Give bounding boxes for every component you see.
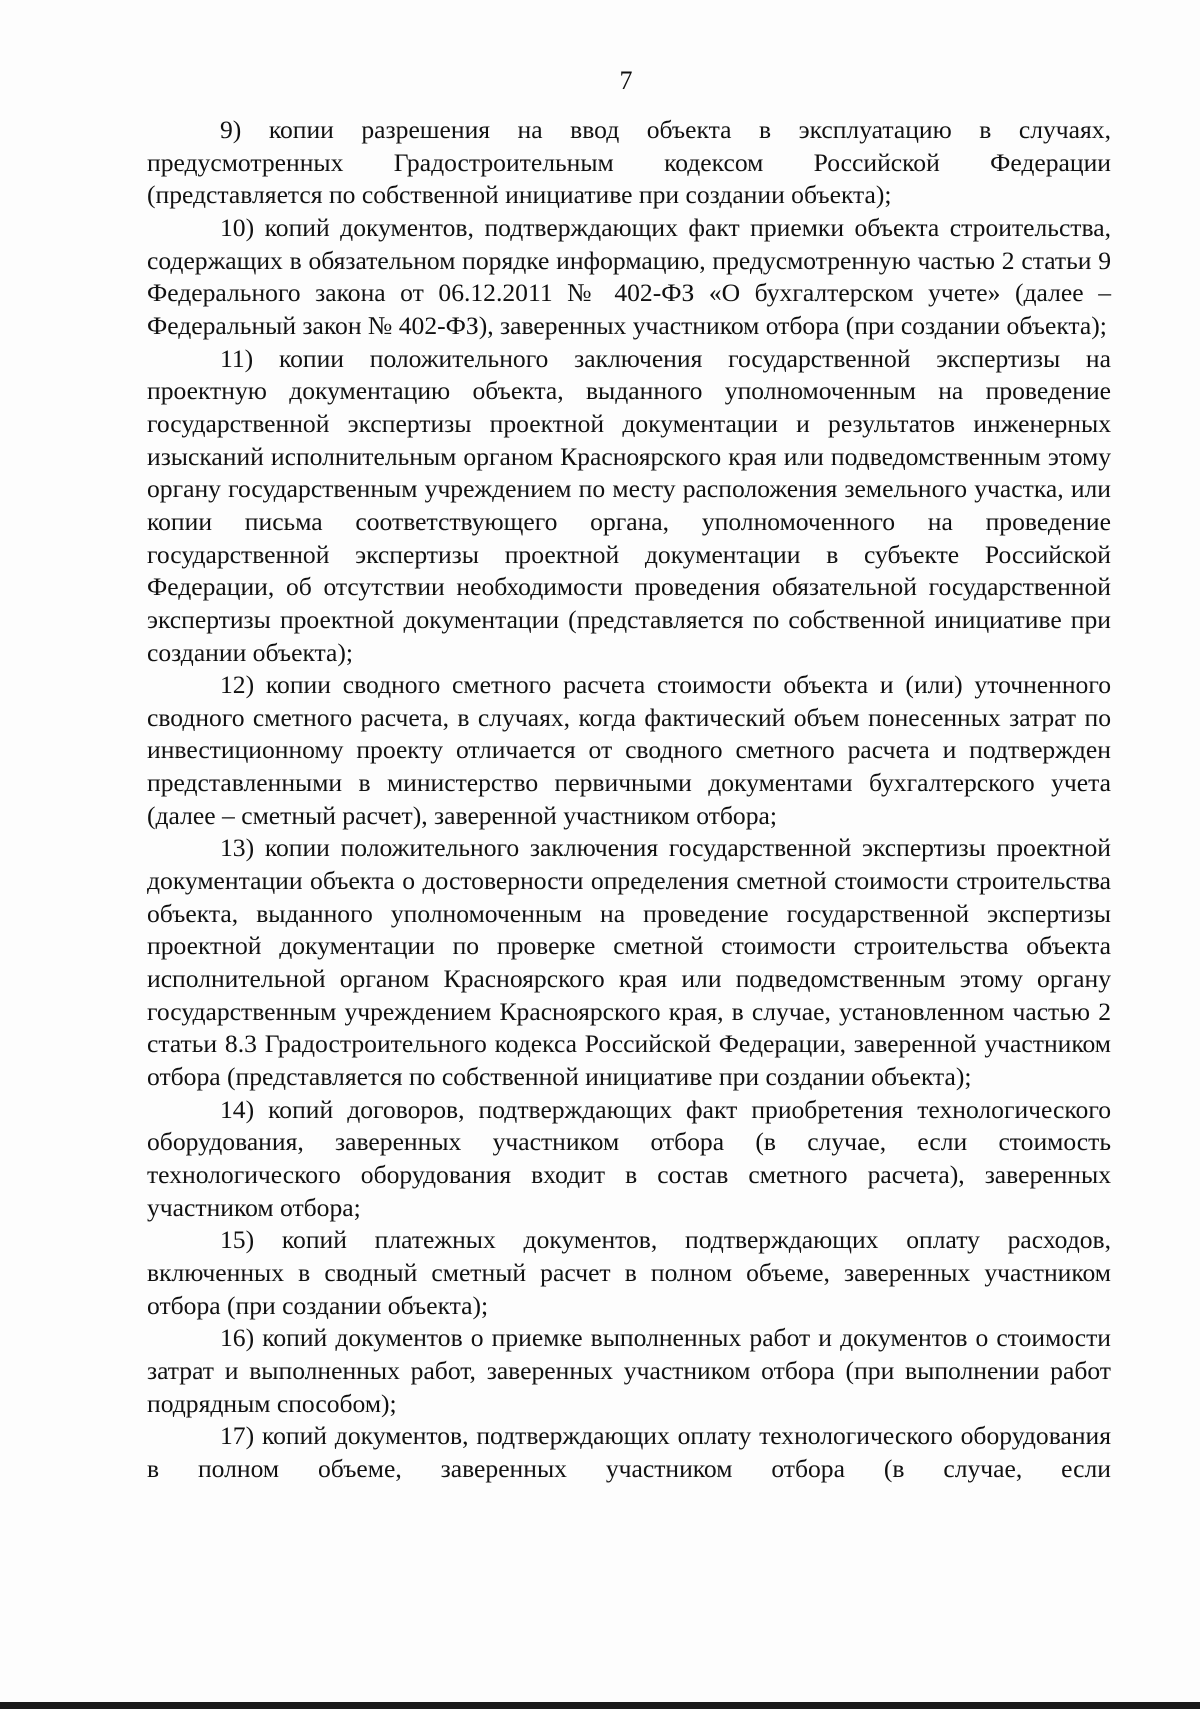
document-body	[147, 114, 1111, 1486]
list-item-10: 10) копий документов, подтверждающих факт приемки объекта строительства, содержащих в обязательном порядке информацию, предусмотренную частью 2 статьи 9 Федерального закона от 06.12.2011 № 402-ФЗ «О бухгалтерском учете» (далее – Федеральный закон № 402-ФЗ), заверенных участником отбора (при создании объекта);	[147, 212, 1111, 340]
list-item-15: 15) копий платежных документов, подтверждающих оплату расходов, включенных в сводный сметный расчет в полном объеме, заверенных участником отбора (при создании объекта);	[147, 1225, 1111, 1320]
list-item-14: 14) копий договоров, подтверждающих факт приобретения технологического оборудования, заверенных участником отбора (в случае, если стоимость технологического оборудования входит в состав сметного расчета), заверенных участником отбора;	[147, 1094, 1111, 1222]
list-item-9: 9) копии разрешения на ввод объекта в эксплуатацию в случаях, предусмотренных Градостроительным кодексом Российской Федерации (представляется по собственной инициативе при создании объекта);	[147, 115, 1111, 210]
bottom-scan-border	[0, 1702, 1200, 1709]
list-item-16: 16) копий документов о приемке выполненных работ и документов о стоимости затрат и выполненных работ, заверенных участником отбора (при выполнении работ подрядным способом);	[147, 1323, 1111, 1418]
list-item-13: 13) копии положительного заключения государственной экспертизы проектной документации объекта о достоверности определения сметной стоимости строительства объекта, выданного уполномоченным на проведение государственной экспертизы проектной документации по проверке сметной стоимости строительства объекта исполнительной органом Красноярского края или подведомственным этому органу государственным учреждением Красноярского края, в случае, установленном частью 2 статьи 8.3 Градостроительного кодекса Российской Федерации, заверенной участником отбора (представляется по собственной инициативе при создании объекта);	[147, 833, 1111, 1092]
list-item-11: 11) копии положительного заключения государственной экспертизы на проектную документацию объекта, выданного уполномоченным на проведение государственной экспертизы проектной документации и результатов инженерных изысканий исполнительным органом Красноярского края или подведомственным этому органу государственным учреждением по месту расположения земельного участка, или копии письма соответствующего органа, уполномоченного на проведение государственной экспертизы проектной документации в субъекте Российской Федерации, об отсутствии необходимости проведения обязательной государственной экспертизы проектной документации (представляется по собственной инициативе при создании объекта);	[147, 343, 1111, 667]
list-item-12: 12) копии сводного сметного расчета стоимости объекта и (или) уточненного сводного сметного расчета, в случаях, когда фактический объем понесенных затрат по инвестиционному проекту отличается от сводного сметного расчета и подтвержден представленными в министерство первичными документами бухгалтерского учета (далее – сметный расчет), заверенной участником отбора;	[147, 670, 1111, 830]
list-item-17: 17) копий документов, подтверждающих оплату технологического оборудования в полном объеме, заверенных участником отбора (в случае, если	[147, 1421, 1111, 1483]
page-number: 7	[619, 66, 633, 95]
